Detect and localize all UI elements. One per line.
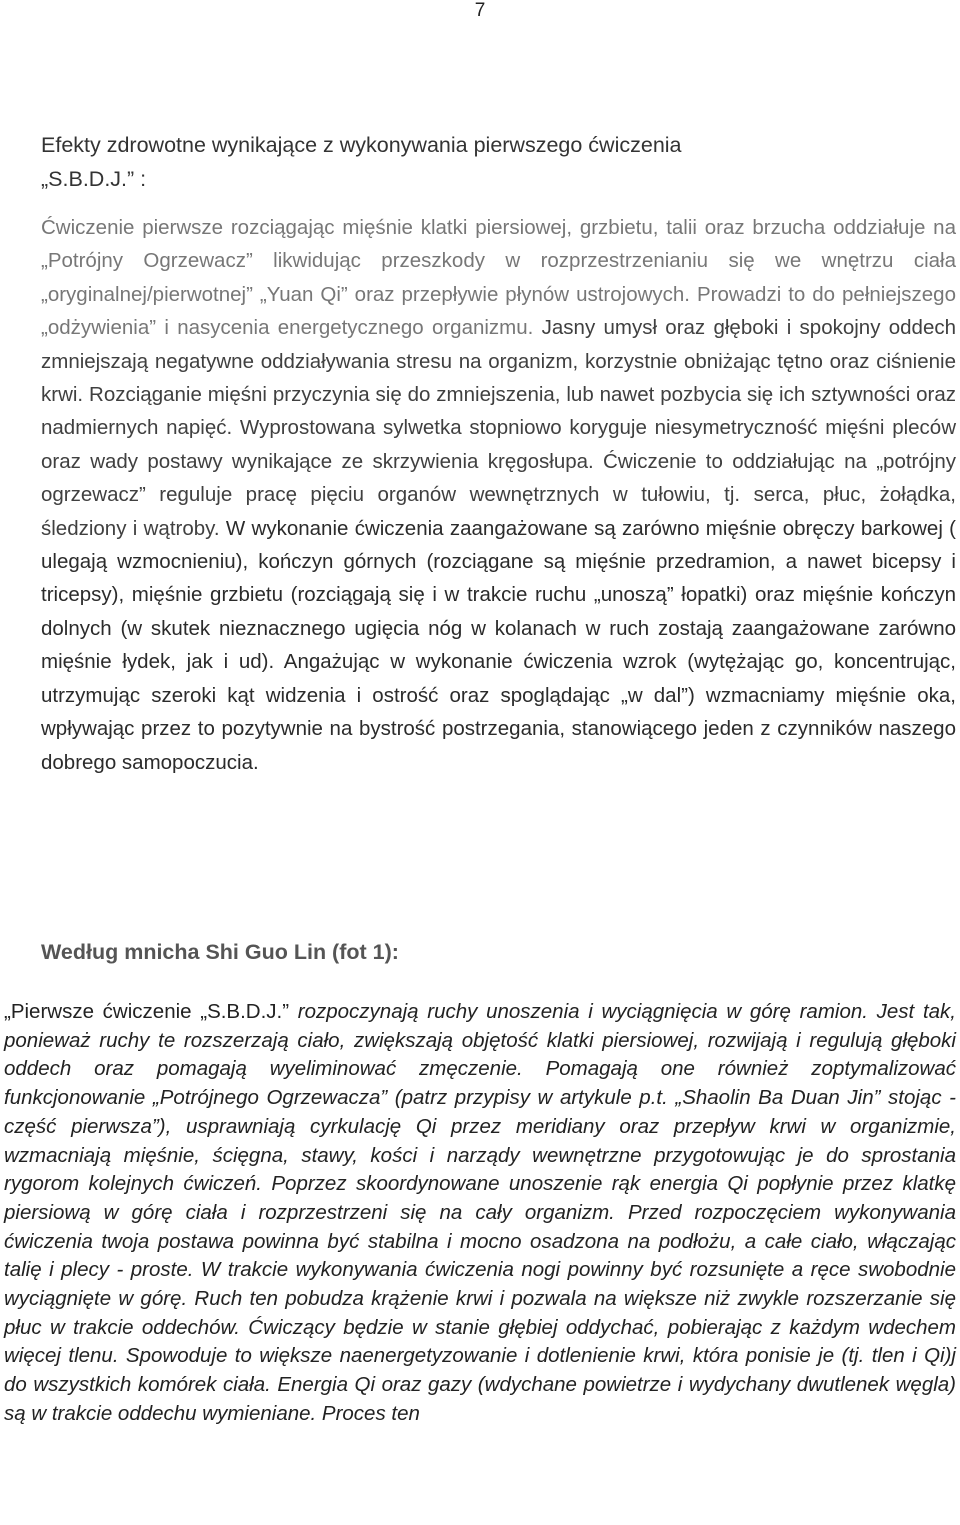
page-number: 7 (474, 0, 486, 21)
body-sentence-5: W wykonanie ćwiczenia zaangażowane są zarówno mięśnie obręczy barkowej ( ulegają wzmocnieniu), kończyn górnych (rozciągane są mięśnie przedramion, a nawet bicepsy i tricepsy), mięśnie grzbietu (rozciągają się i w trakcie ruchu „unoszą” łopatki) oraz mięśnie kończyn dolnych (w skutek nieznacznego ugięcia nóg w kolanach w ruch zostają zaangażowane zarówno mięśnie łydek, jak i ud). Angażując w wykonanie ćwiczenia wzrok (wytężając go, koncentrując, utrzymując szeroki kąt widzenia i ostrość oraz spoglądając „w dal”) wzmacniamy mięśnie oka, wpływając przez to pozytywnie na bystrość postrzegania, stanowiącego jeden z czynników naszego dobrego samopoczucia. (41, 516, 956, 774)
heading-line-2: „S.B.D.J.” : (41, 167, 147, 191)
body-paragraph (41, 211, 956, 779)
body-sentence-4: Rozciąganie mięśni przyczynia się do zmniejszenia, lub nawet pozbycia się ich sztywności oraz nadmiernych napięć. Wyprostowana sylwetka stopniowo koryguje niesymetryczność mięśni pleców oraz wady postawy wynikające ze skrzywienia kręgosłupa. Ćwiczenie to oddziałując na „potrójny ogrzewacz” reguluje pracę pięciu organów wewnętrznych w tułowiu, tj. serca, płuc, żołądka, śledziony i wątroby. (41, 383, 956, 540)
quote-text: rozpoczynają ruchy unoszenia i wyciągnięcia w górę ramion. Jest tak, ponieważ ruchy te rozszerzają ciało, zwiększają objętość klatki piersiowej, rozwijają i regulują głęboki oddech oraz pomagają wyeliminować zmęczenie. Pomagają one również zoptymalizować funkcjonowanie „Potrójnego Ogrzewacza” (patrz przypisy w artykule p.t. „Shaolin Ba Duan Jin” stojąc - część pierwsza”), usprawniają cyrkulację Qi przez meridiany oraz przepływ krwi w organizmie, wzmacniają mięśnie, ścięgna, stawy, kości i narządy wewnętrzne przygotowując je do sprostania rygorom kolejnych ćwiczeń. Poprzez skoordynowane unoszenie rąk energia Qi popłynie przez klatkę piersiową w górę ciała i rozprzestrzeni się na cały organizm. Przed rozpoczęciem wykonywania ćwiczenia twoja postawa powinna być stabilna i mocno osadzona na podłożu, a całe ciało, włączając talię i plecy - proste. W trakcie wykonywania ćwiczenia nogi powinny być rozsunięte a ręce swobodnie wyciągnięte w górę. Ruch ten pobudza krążenie krwi i pozwala na większe niż zwykle rozszerzanie się płuc w trakcie oddechów. Ćwiczący będzie w stanie głębiej oddychać, pobierając z każdym wdechem więcej tlenu. Spowoduje to większe naenergetyzowanie i dotlenienie krwi, która ponisie je (tj. tlen i Qi)j do wszystkich komórek ciała. Energia Qi oraz gazy (wdychane powietrze i wydychany dwutlenek węgla) są w trakcie oddechu wymieniane. Proces ten (4, 1000, 956, 1425)
heading-line-1: Efekty zdrowotne wynikające z wykonywania pierwszego ćwiczenia (41, 133, 682, 157)
section-heading (41, 128, 921, 196)
body-sentence-1: Ćwiczenie pierwsze rozciągając mięśnie klatki piersiowej, grzbietu, talii oraz brzucha oddziałuje na „Potrójny Ogrzewacz” likwidując przeszkody w rozprzestrzenianiu się we wnętrzu ciała „oryginalnej/pierwotnej” „Yuan Qi” oraz przepływie płynów ustrojowych. (41, 216, 956, 306)
quote-lead: „Pierwsze ćwiczenie „S.B.D.J.” (4, 1000, 290, 1023)
body-sentence-2: Prowadzi to do pełniejszego „odżywienia” i nasycenia energetycznego organizmu. (41, 282, 956, 340)
quote-paragraph (4, 998, 956, 1429)
subheading: Według mnicha Shi Guo Lin (fot 1): (41, 940, 399, 964)
body-sentence-3: Jasny umysł oraz głęboki i spokojny oddech zmniejszają negatywne oddziaływania stresu na organizm, korzystnie obniżając tętno oraz ciśnienie krwi. (41, 316, 956, 407)
